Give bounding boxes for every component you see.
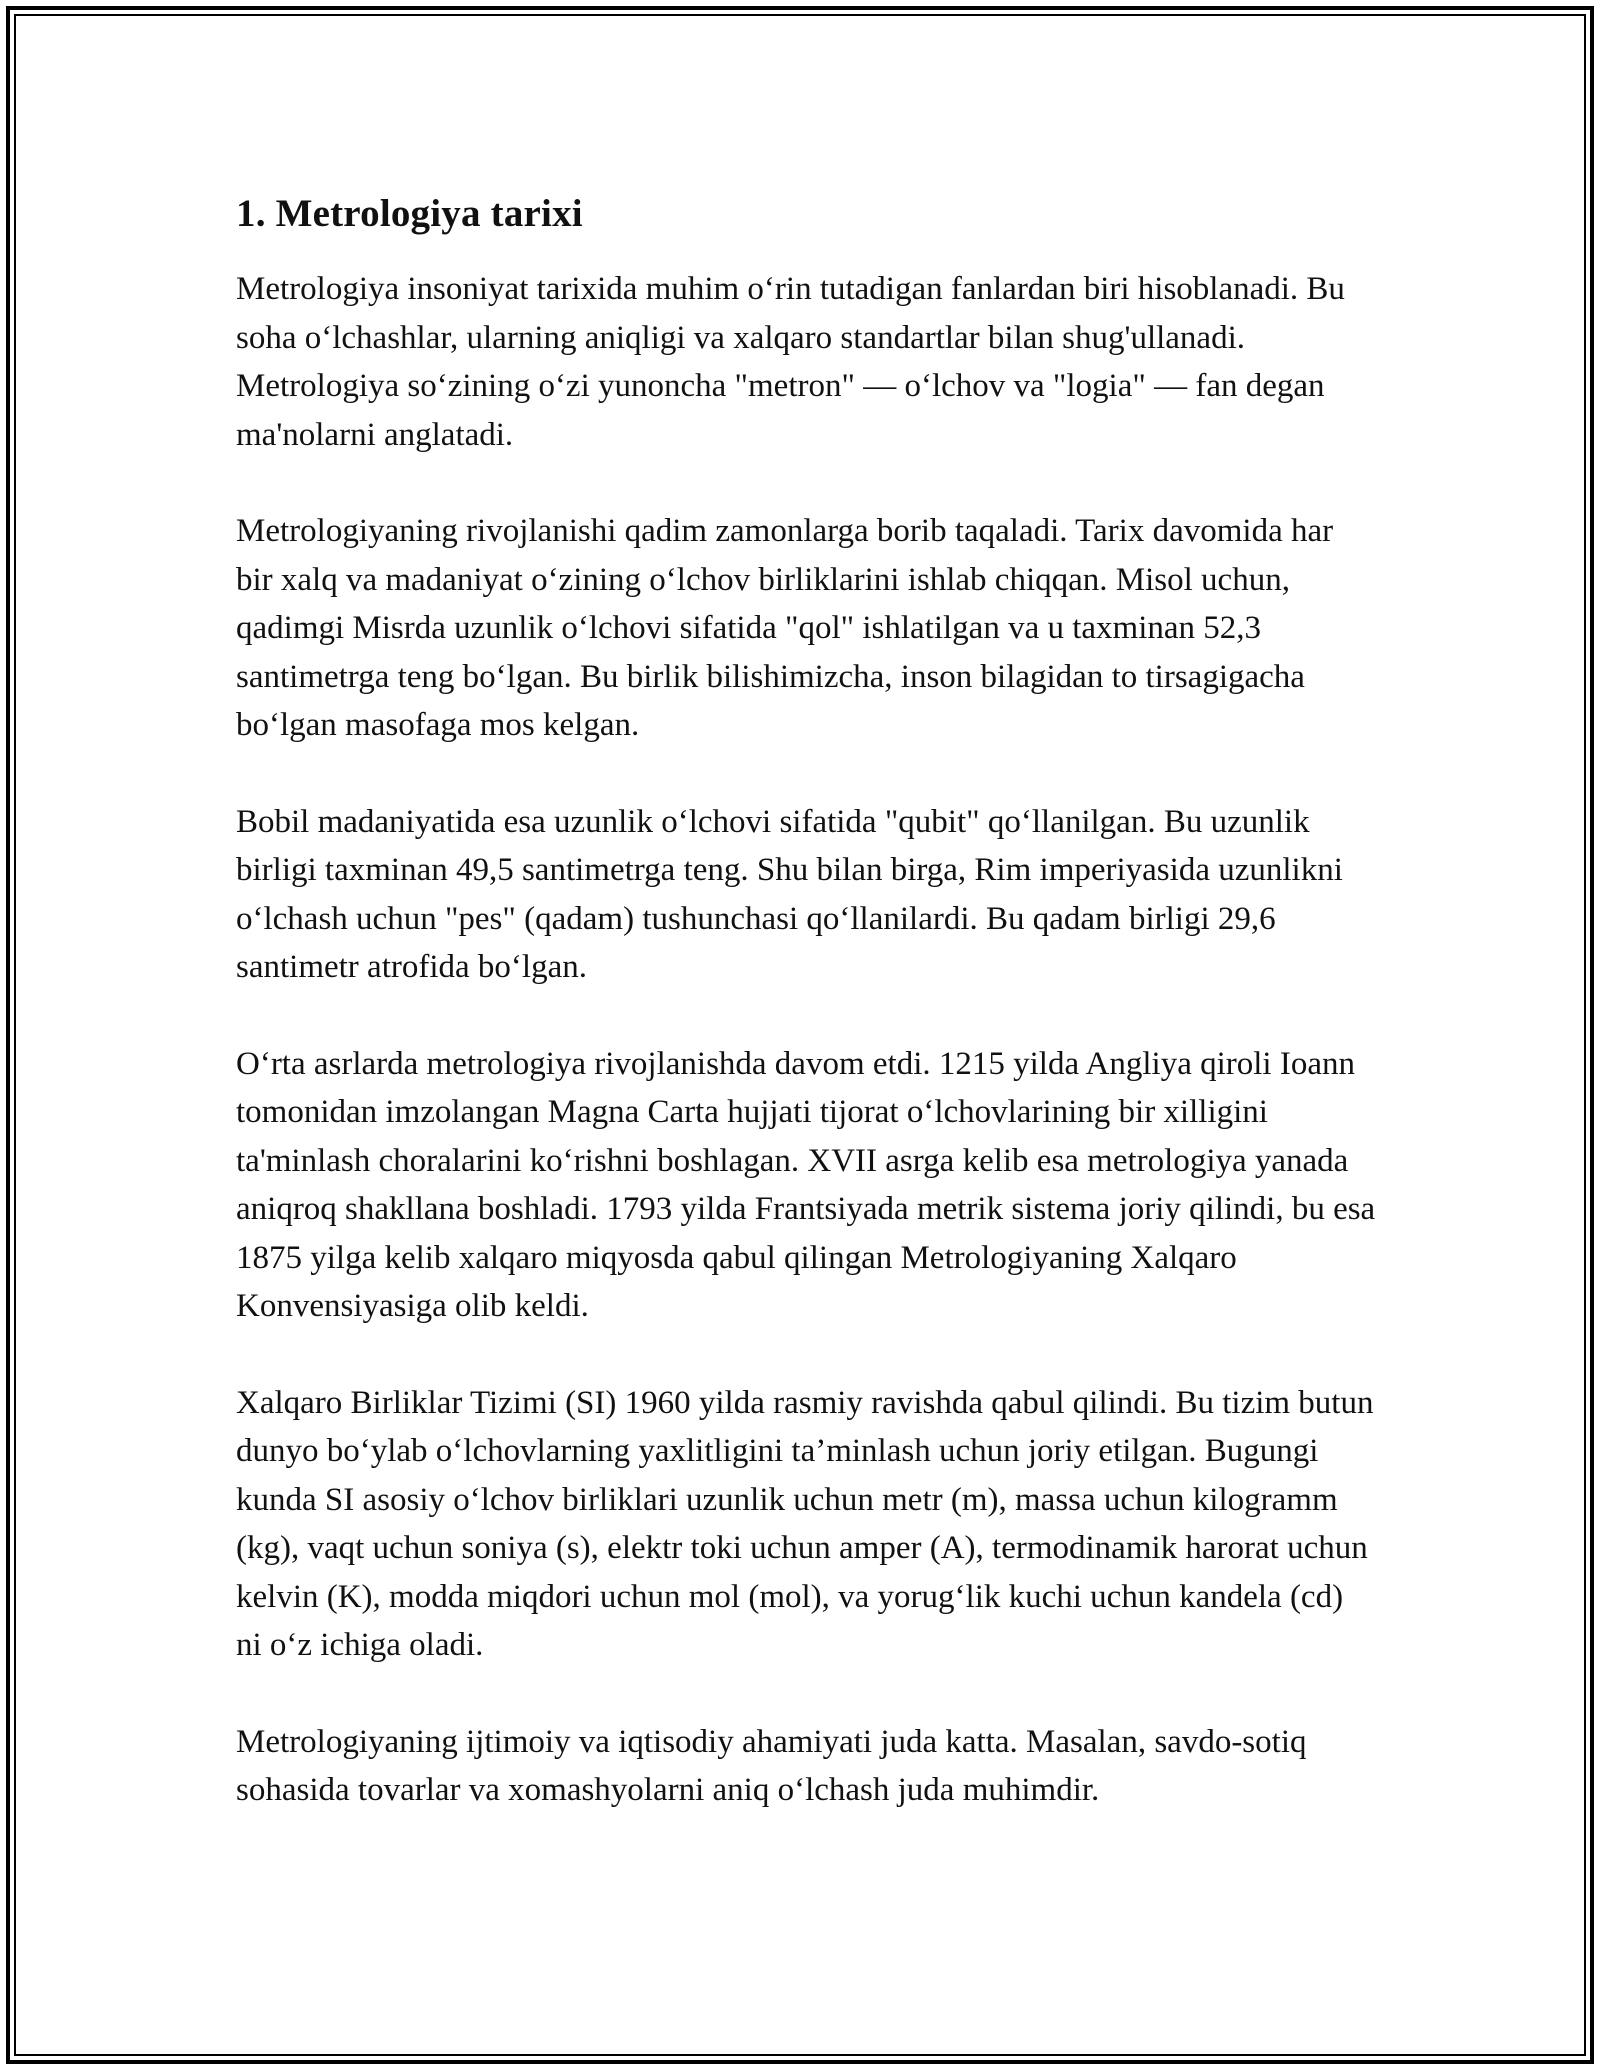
paragraph-2: Metrologiyaning rivojlanishi qadim zamonlarga borib taqaladi. Tarix davomida har bir xalq va madaniyat o‘zining o‘lchov birliklarini ishlab chiqqan. Misol uchun, qadimgi Misrda uzunlik o‘lchovi sifatida "qol" ishlatilgan va u taxminan 52,3 santimetrga teng bo‘lgan. Bu birlik bilishimizcha, inson bilagidan to tirsagigacha bo‘lgan masofaga mos kelgan.	[236, 513, 1334, 743]
paragraph-3: Bobil madaniyatida esa uzunlik o‘lchovi sifatida "qubit" qo‘llanilgan. Bu uzunlik birligi taxminan 49,5 santimetrga teng. Shu bilan birga, Rim imperiyasida uzunlikni o‘lchash uchun "pes" (qadam) tushunchasi qo‘llanilardi. Bu qadam birligi 29,6 santimetr atrofida bo‘lgan.	[236, 803, 1343, 985]
paragraph-1: Metrologiya insoniyat tarixida muhim o‘rin tutadigan fanlardan biri hisoblanadi. Bu soha o‘lchashlar, ularning aniqligi va xalqaro standartlar bilan shug'ullanadi. Metrologiya so‘zining o‘zi yunoncha "metron" — o‘lchov va "logia" — fan degan ma'nolarni anglatadi.	[236, 271, 1345, 453]
section-heading: 1. Metrologiya tarixi	[236, 192, 583, 235]
paragraph-4: O‘rta asrlarda metrologiya rivojlanishda davom etdi. 1215 yilda Angliya qiroli Ioann tomonidan imzolangan Magna Carta hujjati tijorat o‘lchovlarining bir xilligini ta'minlash choralarini ko‘rishni boshlagan. XVII asrga kelib esa metrologiya yanada aniqroq shakllana boshladi. 1793 yilda Frantsiyada metrik sistema joriy qilindi, bu esa 1875 yilga kelib xalqaro miqyosda qabul qilingan Metrologiyaning Xalqaro Konvensiyasiga olib keldi.	[236, 1045, 1376, 1324]
paragraph-5: Xalqaro Birliklar Tizimi (SI) 1960 yilda rasmiy ravishda qabul qilindi. Bu tizim butun dunyo bo‘ylab o‘lchovlarning yaxlitligini ta’minlash uchun joriy etilgan. Bugungi kunda SI asosiy o‘lchov birliklari uzunlik uchun metr (m), massa uchun kilogramm (kg), vaqt uchun soniya (s), elektr toki uchun amper (A), termodinamik harorat uchun kelvin (K), modda miqdori uchun mol (mol), va yorug‘lik kuchi uchun kandela (cd) ni o‘z ichiga oladi.	[236, 1384, 1374, 1663]
paragraph-6: Metrologiyaning ijtimoiy va iqtisodiy ahamiyati juda katta. Masalan, savdo-sotiq sohasida tovarlar va xomashyolarni aniq o‘lchash juda muhimdir.	[236, 1723, 1307, 1808]
document-body	[236, 185, 1376, 1863]
